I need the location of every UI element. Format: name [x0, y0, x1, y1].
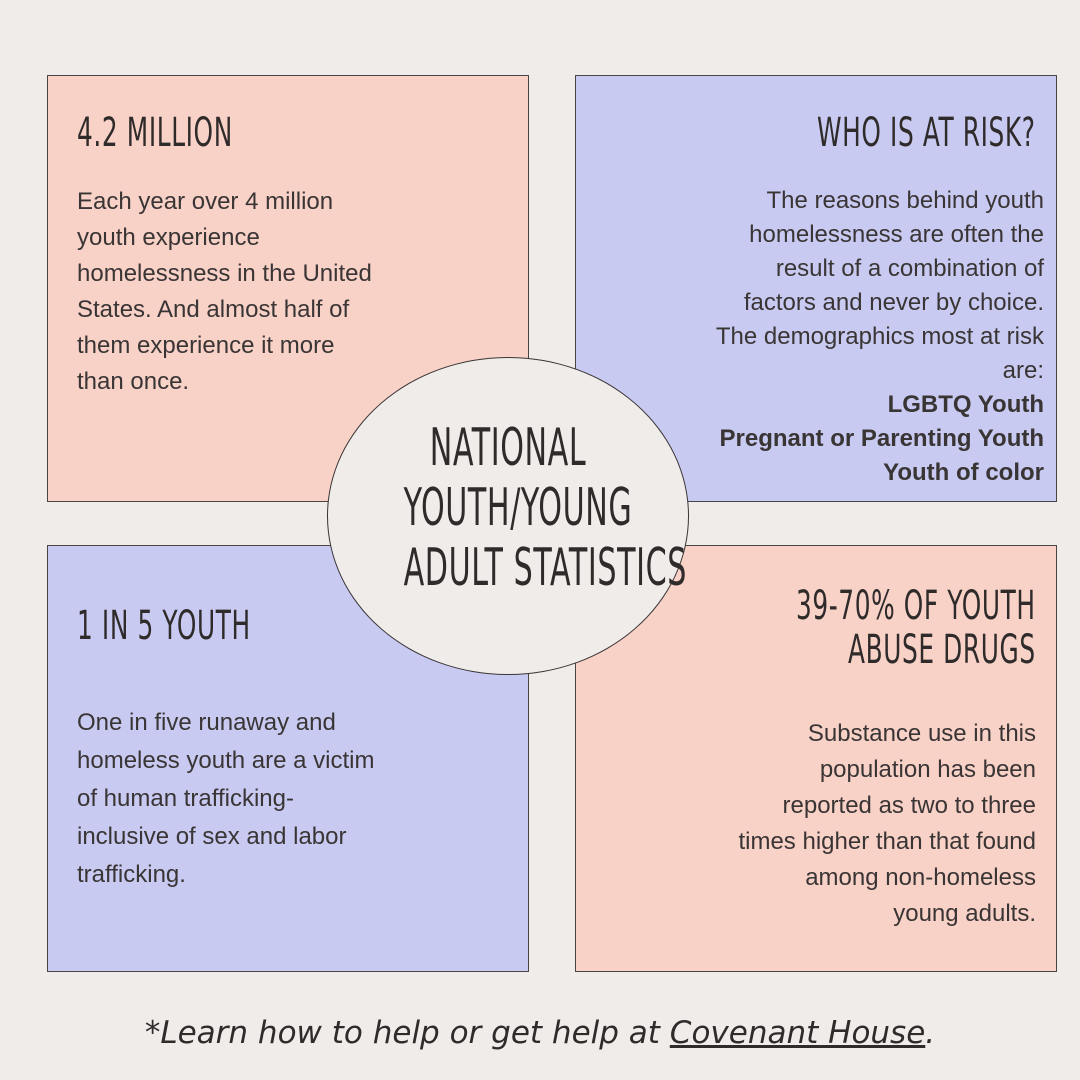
card-heading-line1: 39-70% OF YOUTH: [796, 583, 1036, 629]
risk-group-color: Youth of color: [883, 459, 1044, 486]
card-body: The reasons behind youth homelessness are often the result of a combination of factors and never by choice. The demographics most at risk are:: [715, 187, 1044, 384]
risk-group-lgbtq: LGBTQ Youth: [887, 391, 1044, 418]
card-body: One in five runaway and homeless youth are a victim of human trafficking- inclusive of sex and labor trafficking.: [77, 709, 375, 888]
card-body-wrap: [704, 184, 1044, 490]
card-body: Substance use in this population has been reported as two to three times higher than that found among non-homeless young adults.: [738, 720, 1036, 927]
card-heading: WHO IS AT RISK?: [817, 110, 1036, 156]
card-body: Each year over 4 million youth experience homelessness in the United States. And almost half of them experience it more than once.: [77, 188, 372, 395]
card-heading: 4.2 MILLION: [77, 110, 233, 156]
center-title-line3: ADULT STATISTICS: [403, 538, 687, 598]
covenant-house-link[interactable]: Covenant House: [669, 1015, 926, 1051]
risk-group-parenting: Pregnant or Parenting Youth: [719, 425, 1044, 452]
footer-prefix: *Learn how to help or get help at: [144, 1015, 670, 1051]
footer-note: [0, 1015, 1080, 1051]
center-title: [328, 418, 688, 598]
footer-suffix: .: [925, 1015, 936, 1051]
center-title-circle: [327, 357, 689, 675]
card-heading: 1 IN 5 YOUTH: [77, 603, 251, 649]
center-title-line2: YOUTH/YOUNG: [403, 478, 633, 538]
card-heading-line2: ABUSE DRUGS: [848, 627, 1036, 673]
center-title-line1: NATIONAL: [429, 418, 587, 478]
